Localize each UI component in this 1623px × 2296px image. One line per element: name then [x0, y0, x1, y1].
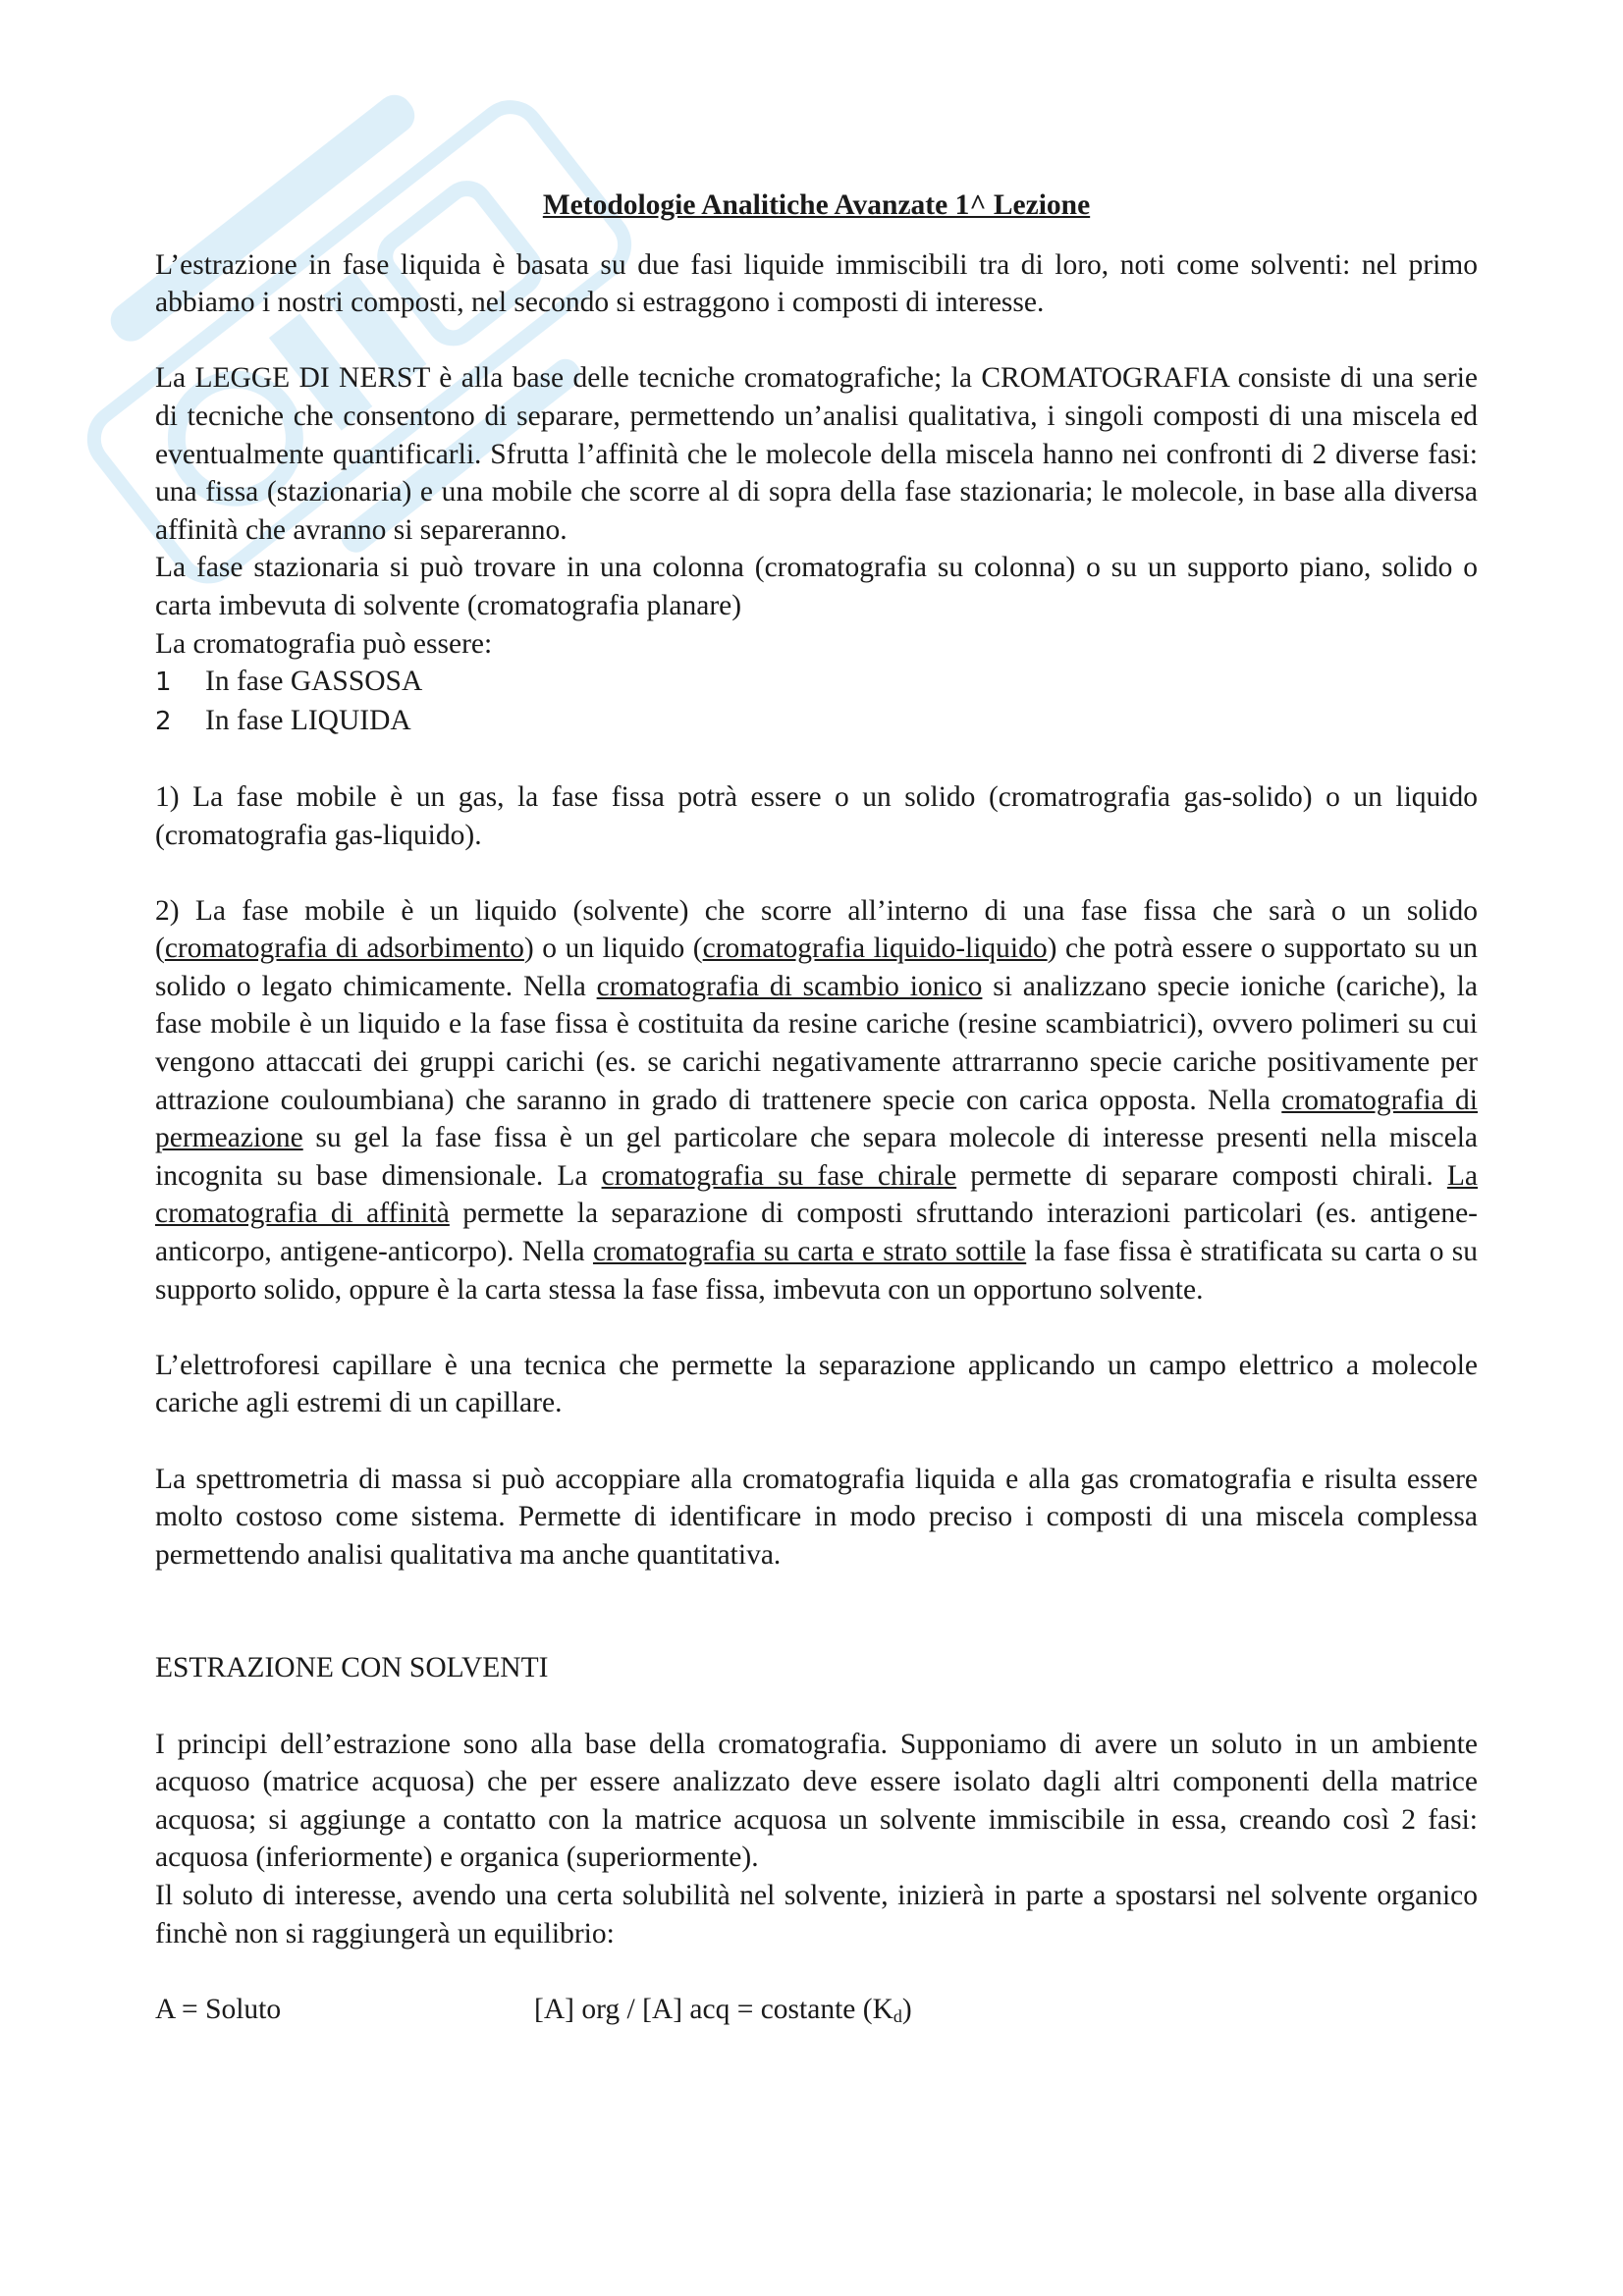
term-adsorbimento: cromatografia di adsorbimento — [164, 933, 524, 965]
term-fase-chirale: cromatografia su fase chirale — [601, 1159, 957, 1192]
list-text: In fase GASSOSA — [205, 666, 423, 698]
list-number: 1 — [155, 667, 172, 698]
paragraph-electrophoresis: L’elettroforesi capillare è una tecnica che permette la separazione applicando un campo elettrico a molecole cariche agli estremi di un capillare. — [155, 1349, 1478, 1419]
formula-solute: A = Soluto — [155, 1993, 282, 2025]
paragraph-equilibrium: Il soluto di interesse, avendo una certa solubilità nel solvente, inizierà in parte a spostarsi nel solvente organico finchè non si raggiungerà un equilibrio: — [155, 1879, 1478, 1949]
paragraph-gas-phase: 1) La fase mobile è un gas, la fase fissa potrà essere o un solido (cromatrografia gas-solido) o un liquido (cromatografia gas-liquido). — [155, 780, 1478, 851]
term-liquido-liquido: cromatografia liquido-liquido — [702, 933, 1048, 965]
term-permeazione: cromatografia di permeazione — [155, 1084, 1478, 1154]
paragraph-intro: L’estrazione in fase liquida è basata su due fasi liquide immiscibili tra di loro, noti come solventi: nel primo abbiamo i nostri composti, nel secondo si estraggono i composti di interesse. — [155, 248, 1478, 319]
page-title: Metodologie Analitiche Avanzate 1^ Lezione — [542, 189, 1091, 221]
document-page — [155, 187, 1478, 2030]
term-carta-strato-sottile: cromatografia su carta e strato sottile — [592, 1236, 1027, 1268]
paragraph-chromatography-types: La cromatografia può essere: — [155, 627, 493, 660]
list-number: 2 — [155, 706, 172, 736]
list-item — [155, 663, 1478, 702]
paragraph-liquid-phase: 2) La fase mobile è un liquido (solvente) che scorre all’interno di una fase fissa che sarà o un solido (cromatografia di adsorbimento) o un liquido (cromatografia liquido-liquido) che potrà essere o supportato su un solido o legato chimicamente. Nella cromatografia di scambio ionico si analizzano specie ioniche (cariche), la fase mobile è un liquido e la fase fissa è costituita da resine cariche (resine scambiatrici), ovvero polimeri su cui vengono attaccati dei gruppi carichi (es. se carichi negativamente attrarranno specie cariche positivamente per attrazione couloumbiana) che saranno in grado di trattenere specie con carica opposta. Nella cromatografia di permeazione su gel la fase fissa è un gel particolare che separa molecole di interesse presenti nella miscela incognita su base dimensionale. La cromatografia su fase chirale permette di separare composti chirali. La cromatografia di affinità permette la separazione di composti sfruttando interazioni particolari (es. antigene-anticorpo, antigene-anticorpo). Nella cromatografia su carta e strato sottile la fase fissa è stratificata su carta o su supporto solido, oppure è la carta stessa la fase fissa, imbevuta con un opportuno solvente. — [155, 894, 1478, 1306]
list-item — [155, 702, 1478, 741]
term-scambio-ionico: cromatografia di scambio ionico — [596, 970, 983, 1002]
formula-kd: [A] org / [A] acq = costante $(K_d)$ — [534, 1993, 912, 2026]
paragraph-mass-spec: La spettrometria di massa si può accoppiare alla cromatografia liquida e alla gas cromatografia e risulta essere molto costoso come sistema. Permette di identificare in modo preciso i composti di una miscela complessa permettendo analisi qualitativa ma anche quantitativa. — [155, 1463, 1478, 1571]
paragraph-stationary-phase: La fase stazionaria si può trovare in una colonna (cromatografia su colonna) o su un supporto piano, solido o carta imbevuta di solvente (cromatografia planare) — [155, 552, 1478, 621]
section-heading: ESTRAZIONE CON SOLVENTI — [155, 1652, 549, 1684]
paragraph-extraction-principles: I principi dell’estrazione sono alla base della cromatografia. Supponiamo di avere un soluto in un ambiente acquoso (matrice acquosa) che per essere analizzato deve essere isolato dagli altri componenti della matrice acquosa; si aggiunge a contatto con la matrice acquosa un solvente immiscibile in essa, creando così 2 fasi: acquosa (inferiormente) e organica (superiormente). — [155, 1728, 1478, 1874]
paragraph-nerst: La LEGGE DI NERST è alla base delle tecniche cromatografiche; la CROMATOGRAFIA consiste di una serie di tecniche che consentono di separare, permettendo un’analisi qualitativa, i singoli composti di una miscela ed eventualmente quantificarli. Sfrutta l’affinità che le molecole della miscela hanno nei confronti di 2 diverse fasi: una fissa (stazionaria) e una mobile che scorre al di sopra della fase stazionaria; le molecole, in base alla diversa affinità che avranno si separeranno. — [155, 362, 1478, 546]
term-affinita: La cromatografia di affinità — [155, 1159, 1478, 1230]
list-text: In fase LIQUIDA — [205, 704, 411, 736]
formula-row — [155, 1991, 1478, 2030]
